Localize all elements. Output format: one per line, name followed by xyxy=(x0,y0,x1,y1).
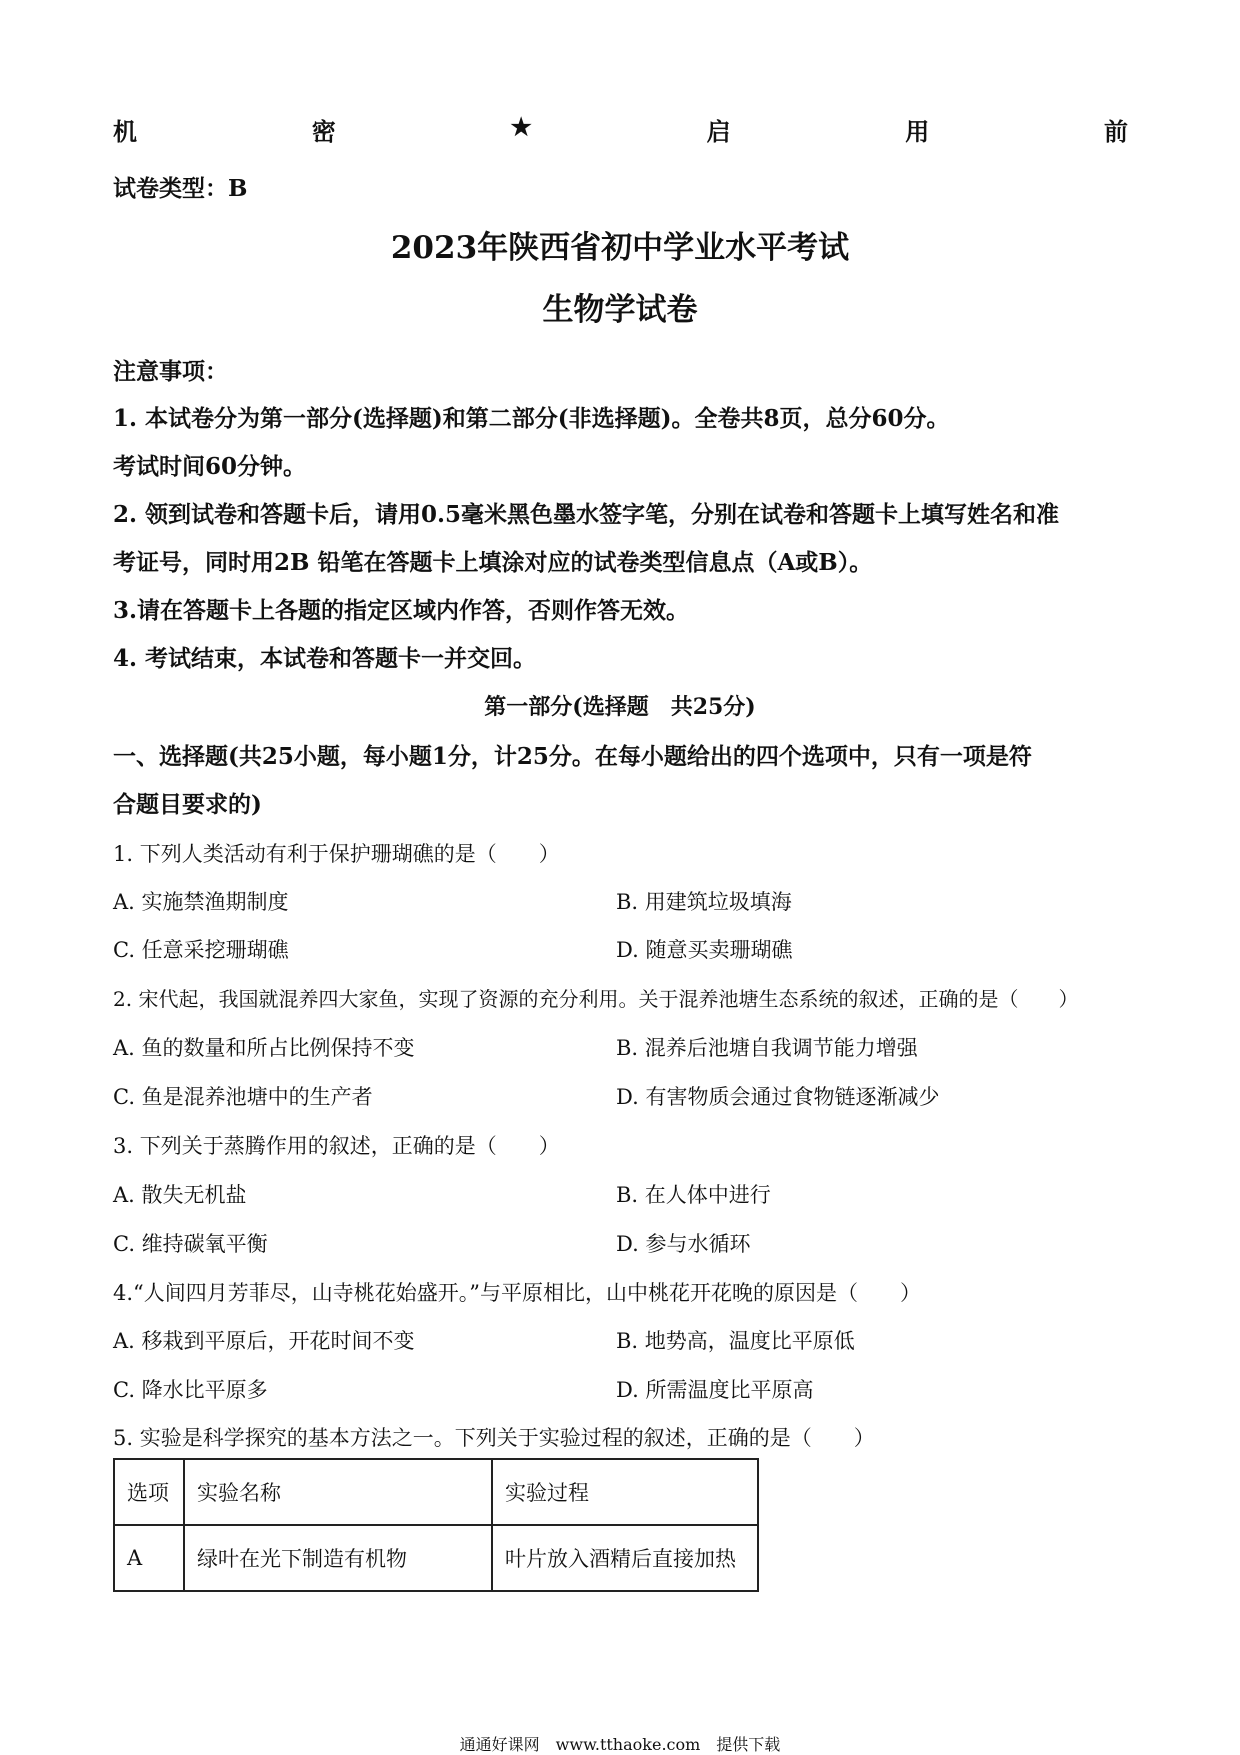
option-b: B. 用建筑垃圾填海 xyxy=(616,890,792,914)
option-a: A. 散失无机盐 xyxy=(113,1183,247,1207)
section-instruction: 合题目要求的) xyxy=(113,791,262,818)
table-header-cell: 实验名称 xyxy=(184,1459,492,1525)
confidential-header xyxy=(113,112,1128,147)
table-cell: A xyxy=(114,1525,184,1591)
question-stem: 3. 下列关于蒸腾作用的叙述，正确的是（ ） xyxy=(113,1134,560,1158)
note-line: 考证号，同时用2B 铅笔在答题卡上填涂对应的试卷类型信息点（A或B）。 xyxy=(113,549,873,576)
part-one-title: 第一部分(选择题 共25分) xyxy=(484,694,756,720)
table-header-row xyxy=(114,1459,758,1525)
page-footer: 通通好课网 www.tthaoke.com 提供下载 xyxy=(459,1735,781,1754)
option-c: C. 降水比平原多 xyxy=(113,1378,268,1402)
option-a: A. 移栽到平原后，开花时间不变 xyxy=(113,1329,415,1353)
option-a: A. 鱼的数量和所占比例保持不变 xyxy=(113,1036,415,1060)
question-stem: 4.“人间四月芳菲尽，山寺桃花始盛开。”与平原相比，山中桃花开花晚的原因是（ ） xyxy=(113,1281,922,1305)
question-stem: 1. 下列人类活动有利于保护珊瑚礁的是（ ） xyxy=(113,842,560,866)
question-stem: 5. 实验是科学探究的基本方法之一。下列关于实验过程的叙述，正确的是（ ） xyxy=(113,1426,875,1450)
note-line: 考试时间60分钟。 xyxy=(113,453,307,480)
option-d: D. 所需温度比平原高 xyxy=(616,1378,814,1402)
note-line: 3.请在答题卡上各题的指定区域内作答，否则作答无效。 xyxy=(113,597,690,624)
secret-char: 机 xyxy=(113,117,137,146)
secret-char: 密 xyxy=(311,117,336,146)
option-d: D. 参与水循环 xyxy=(616,1232,751,1256)
secret-char: 前 xyxy=(1103,117,1128,146)
option-b: B. 在人体中进行 xyxy=(616,1183,771,1207)
secret-char: 启 xyxy=(706,117,731,146)
option-b: B. 地势高，温度比平原低 xyxy=(616,1329,855,1353)
note-line: 1. 本试卷分为第一部分(选择题)和第二部分(非选择题)。全卷共8页，总分60分。 xyxy=(113,405,950,432)
table-header-cell: 实验过程 xyxy=(492,1459,758,1525)
star-icon: ★ xyxy=(510,112,532,141)
option-c: C. 任意采挖珊瑚礁 xyxy=(113,938,289,962)
option-d: D. 有害物质会通过食物链逐渐减少 xyxy=(616,1085,940,1109)
table-cell: 叶片放入酒精后直接加热 xyxy=(492,1525,758,1591)
option-b: B. 混养后池塘自我调节能力增强 xyxy=(616,1036,918,1060)
exam-title: 2023年陕西省初中学业水平考试 xyxy=(390,230,850,266)
table-header-cell: 选项 xyxy=(114,1459,184,1525)
table-row xyxy=(114,1525,758,1591)
notes-heading: 注意事项： xyxy=(113,358,228,385)
option-a: A. 实施禁渔期制度 xyxy=(113,890,289,914)
exam-subtitle: 生物学试卷 xyxy=(542,292,698,328)
option-d: D. 随意买卖珊瑚礁 xyxy=(616,938,793,962)
question-stem: 2. 宋代起，我国就混养四大家鱼，实现了资源的充分利用。关于混养池塘生态系统的叙述，正确的是（ ） xyxy=(113,987,1079,1011)
note-line: 2. 领到试卷和答题卡后，请用0.5毫米黑色墨水签字笔，分别在试卷和答题卡上填写姓名和准 xyxy=(113,501,1060,528)
note-line: 4. 考试结束，本试卷和答题卡一并交回。 xyxy=(113,645,537,672)
option-c: C. 鱼是混养池塘中的生产者 xyxy=(113,1085,373,1109)
table-cell: 绿叶在光下制造有机物 xyxy=(184,1525,492,1591)
secret-char: 用 xyxy=(905,117,930,146)
section-instruction: 一、选择题(共25小题，每小题1分，计25分。在每小题给出的四个选项中，只有一项是符 xyxy=(113,743,1032,770)
experiment-table xyxy=(113,1458,759,1592)
paper-type: 试卷类型：B xyxy=(113,175,248,202)
option-c: C. 维持碳氧平衡 xyxy=(113,1232,268,1256)
